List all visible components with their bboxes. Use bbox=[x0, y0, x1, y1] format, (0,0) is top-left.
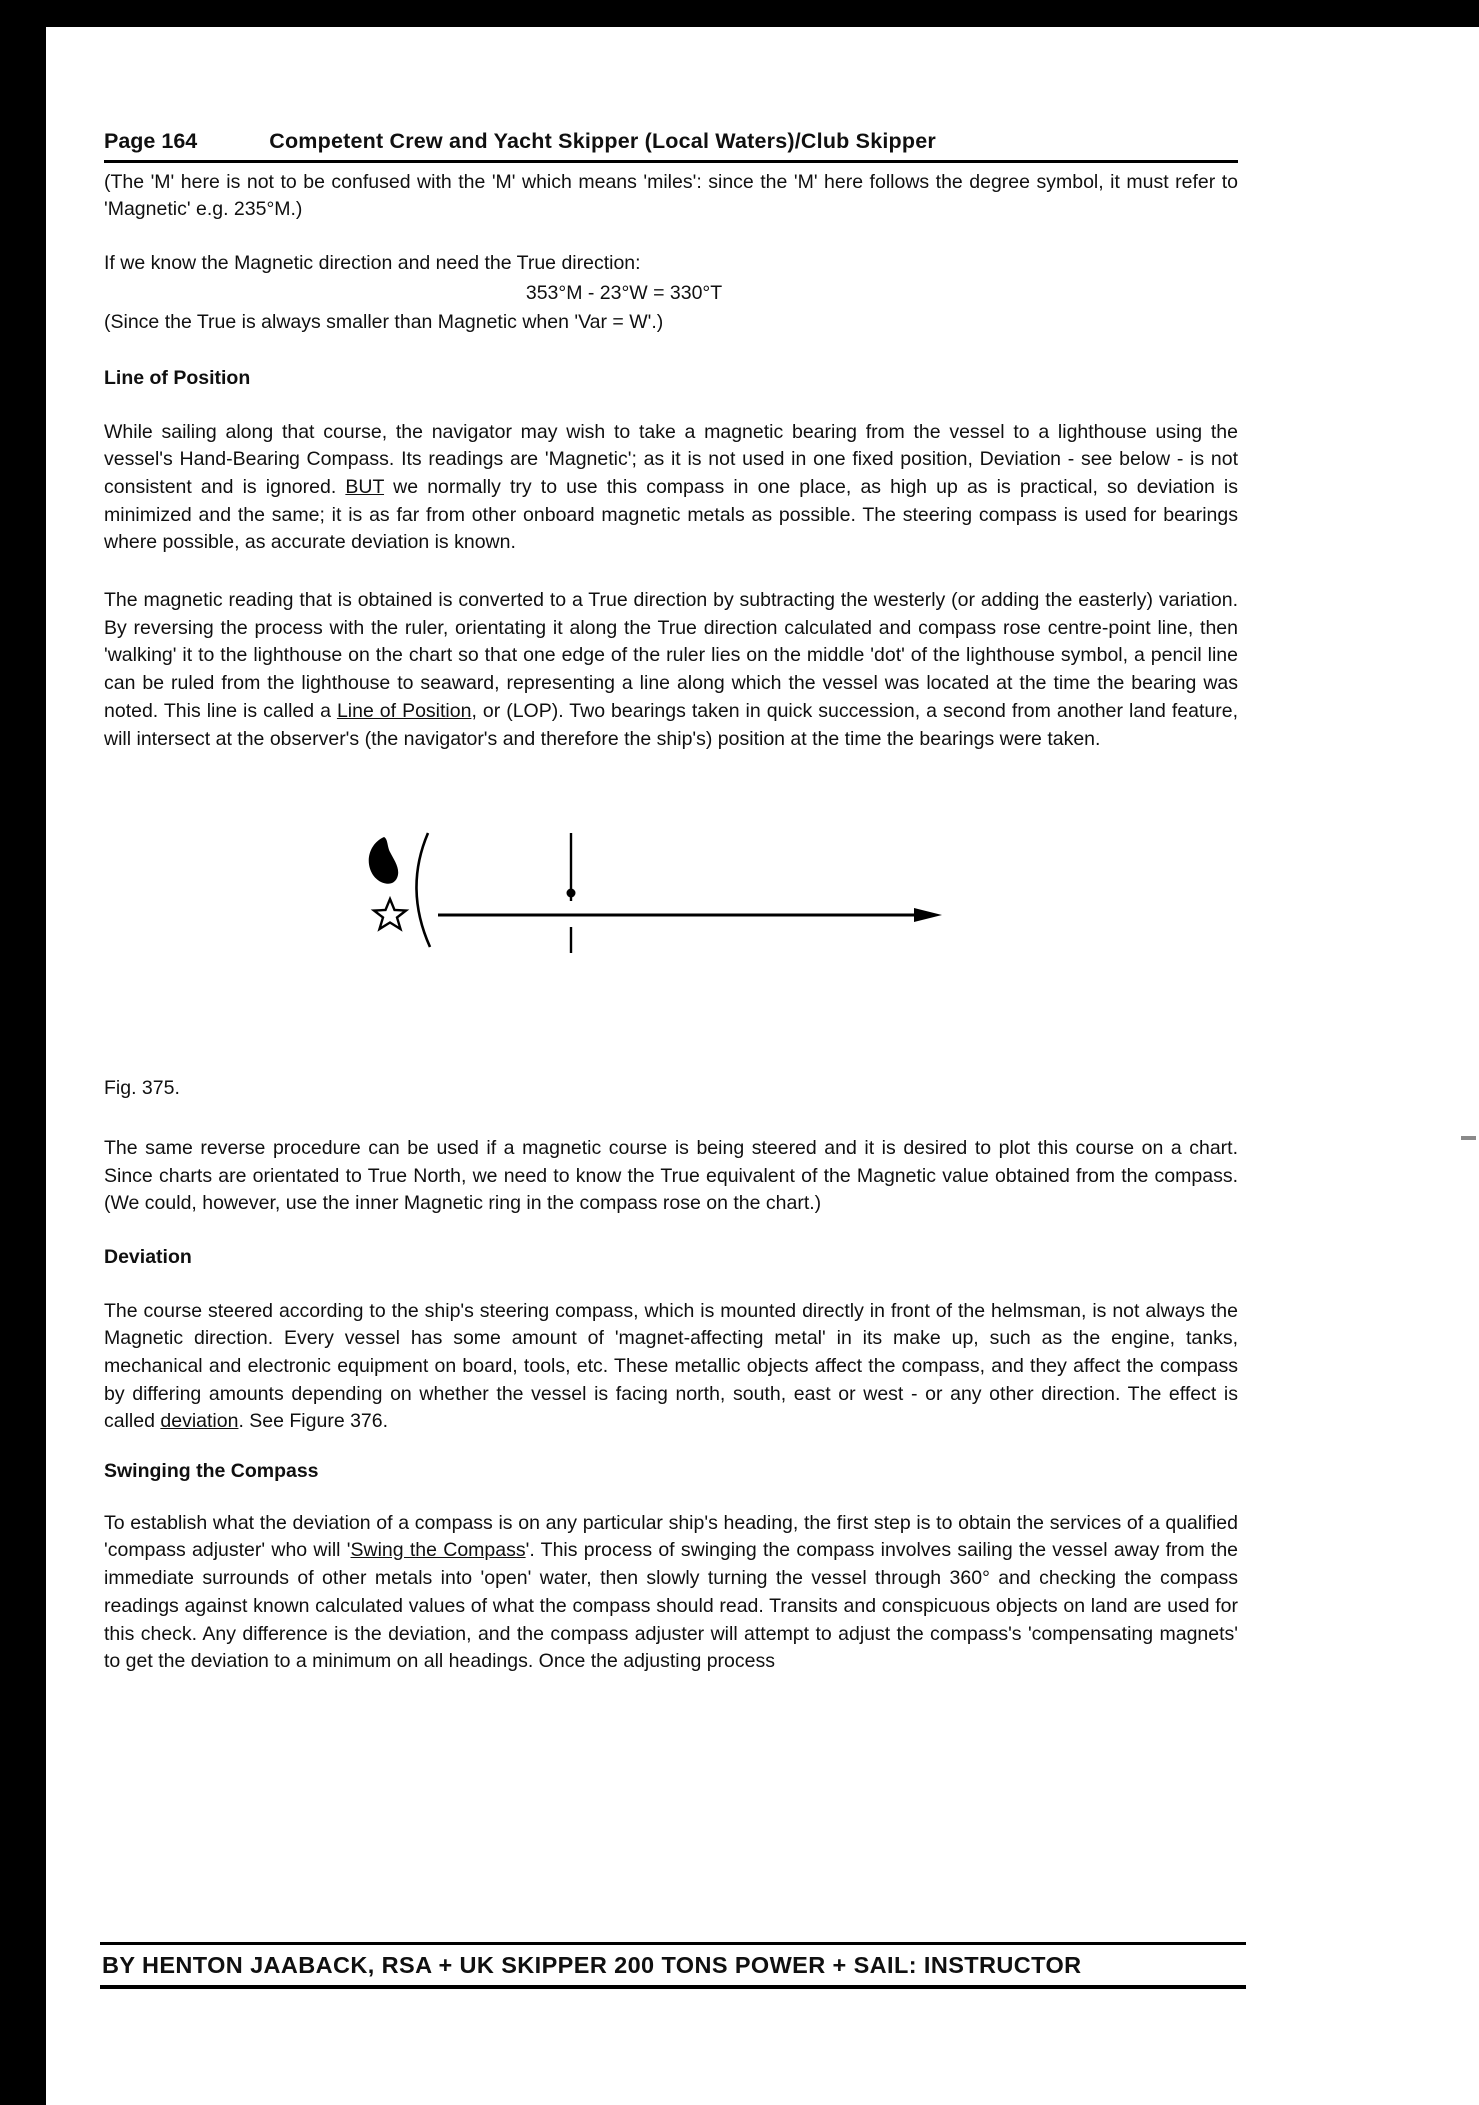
underlined-text: deviation bbox=[160, 1410, 239, 1433]
text-segment: While sailing along that course, the navigator may wish to take a magnetic bearing from the vessel to a lighthouse using the vessel's Hand-Bearing Compass. Its readings are 'Magnetic'; as it is not used in one fixed position, Deviation - see below - is not consistent and is ignored. bbox=[104, 420, 1238, 499]
text-segment: , or (LOP). Two bearings taken in quick succession, a second from another land feature, will intersect at the observer's (the navigator's and therefore the ship's) position at the time the bearings were taken. bbox=[104, 699, 1238, 750]
underlined-text: Line of Position bbox=[336, 699, 472, 722]
variation-note: (Since the True is always smaller than Magnetic when 'Var = W'.) bbox=[104, 311, 664, 334]
heading-deviation: Deviation bbox=[104, 1245, 192, 1268]
heading-swinging-the-compass: Swinging the Compass bbox=[104, 1460, 319, 1483]
scan-edge-left bbox=[0, 0, 46, 2105]
text-segment: we normally try to use this compass in one place, as high up as is practical, so deviation is minimized and the same; it is as far from other onboard magnetic metals as possible. The steering compass is used for bearings where possible, as accurate deviation is known. bbox=[104, 476, 1238, 554]
text-segment: The magnetic reading that is obtained is converted to a True direction by subtracting the westerly (or adding the easterly) variation. By reversing the process with the ruler, orientating it along the True direction calculated and compass rose centre-point line, then 'walking' it to the lighthouse on the chart so that one edge of the ruler lies on the middle 'dot' of the lighthouse symbol, a pencil line can be ruled from the lighthouse to seaward, representing a line along which the vessel was located at the time the bearing was noted. This line is called a bbox=[104, 589, 1238, 722]
lighthouse-star-icon bbox=[374, 899, 406, 929]
arrowhead-icon bbox=[914, 908, 942, 922]
shore-curve bbox=[416, 833, 430, 947]
underlined-text: BUT bbox=[345, 476, 385, 499]
magnetic-direction-lead: If we know the Magnetic direction and need the True direction: bbox=[104, 251, 641, 274]
page-title: Competent Crew and Yacht Skipper (Local Waters)/Club Skipper bbox=[269, 129, 936, 153]
page-header bbox=[104, 126, 1238, 163]
lighthouse-flame-icon bbox=[369, 837, 398, 884]
paragraph-deviation bbox=[104, 1298, 1238, 1436]
conversion-formula: 353°M - 23°W = 330°T bbox=[525, 281, 723, 304]
underlined-text: Swing the Compass bbox=[350, 1539, 526, 1562]
lop-diagram bbox=[354, 823, 954, 963]
page-number: Page 164 bbox=[104, 129, 198, 153]
paragraph-swinging-the-compass bbox=[104, 1510, 1238, 1676]
figure-caption: Fig. 375. bbox=[104, 1077, 180, 1100]
paragraph-hand-bearing-compass bbox=[104, 419, 1238, 557]
scan-artifact-dash bbox=[1461, 1136, 1476, 1140]
page-footer bbox=[100, 1942, 1246, 1989]
heading-line-of-position: Line of Position bbox=[104, 366, 251, 389]
paragraph-magnetic-reading bbox=[104, 587, 1238, 753]
figure-375-line-of-position bbox=[354, 823, 954, 963]
text-segment: '. This process of swinging the compass involves sailing the vessel away from the immediate surrounds of other metals into 'open' water, then slowly turning the vessel through 360° and checking the compass readings against known calculated values of what the compass should read. Transits and conspicuous objects on land are used for this check. Any difference is the deviation, and the compass adjuster will attempt to adjust the compass's 'compensating magnets' to get the deviation to a minimum on all headings. Once the adjusting process bbox=[104, 1539, 1239, 1673]
scan-edge-top bbox=[0, 0, 1479, 27]
intro-note: (The 'M' here is not to be confused with the 'M' which means 'miles': since the 'M' here follows the degree symbol, it must refer to 'Magnetic' e.g. 235°M.) bbox=[104, 170, 1238, 221]
text-segment: . See Figure 376. bbox=[238, 1410, 389, 1433]
footer-author-line: BY HENTON JAABACK, RSA + UK SKIPPER 200 TONS POWER + SAIL: INSTRUCTOR bbox=[102, 1952, 1082, 1978]
paragraph-reverse-procedure: The same reverse procedure can be used if a magnetic course is being steered and it is desired to plot this course on a chart. Since charts are orientated to True North, we need to know the True equivalent of the Magnetic value obtained from the compass. (We could, however, use the inner Magnetic ring in the compass rose on the chart.) bbox=[104, 1136, 1238, 1215]
text-segment: The course steered according to the ship's steering compass, which is mounted directly in front of the helmsman, is not always the Magnetic direction. Every vessel has some amount of 'magnet-affecting metal' in its make up, such as the engine, tanks, mechanical and electronic equipment on board, tools, etc. These metallic objects affect the compass, and they affect the compass by differing amounts depending on whether the vessel is facing north, south, east or west - or any other direction. The effect is called bbox=[104, 1299, 1238, 1433]
position-dot bbox=[567, 889, 576, 898]
page-content bbox=[104, 126, 1238, 1676]
text-segment: To establish what the deviation of a compass is on any particular ship's heading, the first step is to obtain the services of a qualified 'compass adjuster' who will ' bbox=[104, 1511, 1238, 1562]
